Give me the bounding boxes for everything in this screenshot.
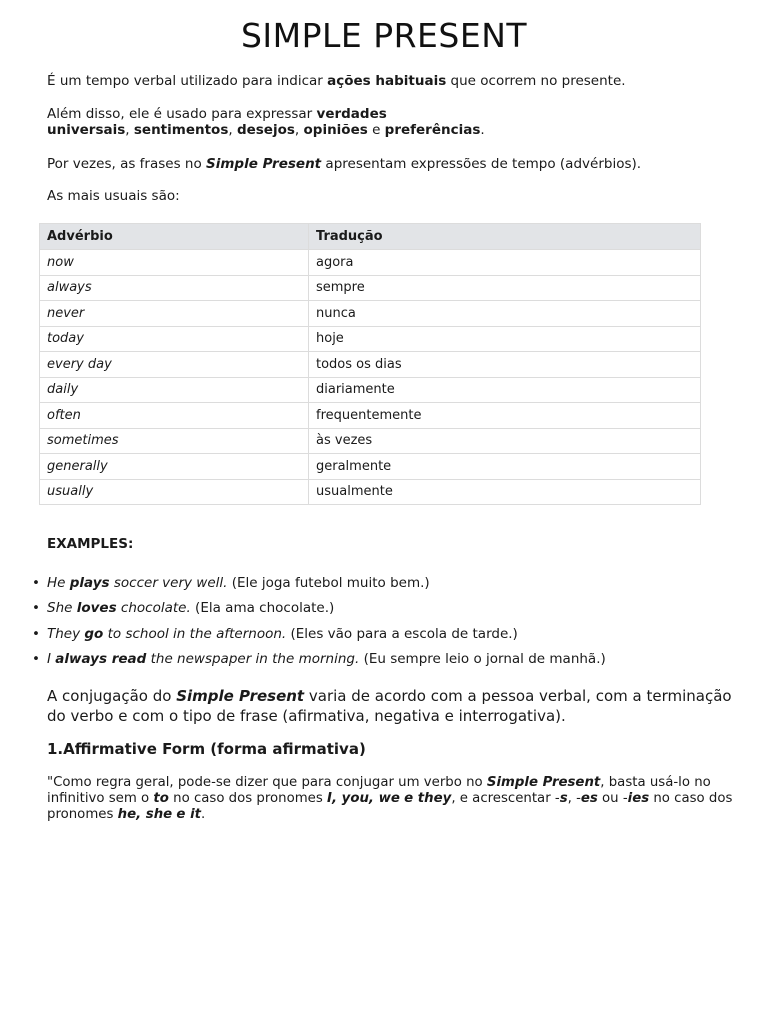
- list-item: [47, 574, 747, 599]
- table-row: [40, 377, 701, 403]
- translation-text: (Ele joga futebol muito bem.): [227, 575, 430, 591]
- translation-cell: às vezes: [309, 428, 701, 454]
- bold-italic-text: to: [153, 791, 169, 806]
- translation-cell: agora: [309, 250, 701, 276]
- adverb-cell: today: [40, 326, 309, 352]
- text: He: [47, 575, 70, 591]
- text: to school in the afternoon.: [103, 625, 287, 642]
- text: ,: [228, 122, 237, 138]
- text: apresentam expressões de tempo (advérbios).: [321, 156, 642, 172]
- adverb-cell: now: [40, 250, 309, 276]
- adverb-cell: usually: [40, 479, 309, 505]
- translation-cell: diariamente: [309, 377, 701, 403]
- bold-text: preferências: [384, 122, 481, 138]
- intro-paragraph-2: [47, 106, 737, 138]
- bold-italic-text: plays: [69, 575, 110, 591]
- text: ou -: [597, 791, 628, 806]
- text: , -: [567, 791, 581, 806]
- bold-italic-text: es: [580, 791, 598, 806]
- adverb-cell: often: [40, 403, 309, 429]
- translation-cell: nunca: [309, 301, 701, 327]
- bold-italic-text: Simple Present: [206, 156, 322, 172]
- bold-italic-text: Simple Present: [176, 687, 305, 705]
- translation-cell: hoje: [309, 326, 701, 352]
- table-row: [40, 352, 701, 378]
- translation-text: (Eles vão para a escola de tarde.): [286, 625, 518, 642]
- table-row: [40, 326, 701, 352]
- bold-italic-text: loves: [76, 600, 117, 617]
- translation-cell: geralmente: [309, 454, 701, 480]
- bold-text: sentimentos: [133, 122, 229, 138]
- text: .: [200, 807, 206, 822]
- header-translation: Tradução: [309, 224, 701, 250]
- text: varia de acordo com a pessoa verbal, com a terminação do verbo e com o tipo de frase (afirmativa, negativa e interrogativa).: [47, 687, 732, 725]
- translation-text: (Eu sempre leio o jornal de manhã.): [359, 650, 606, 667]
- text: no caso dos pronomes: [47, 791, 733, 822]
- text: Por vezes, as frases no: [47, 156, 207, 172]
- examples-list: [47, 574, 747, 675]
- translation-cell: sempre: [309, 275, 701, 301]
- translation-cell: usualmente: [309, 479, 701, 505]
- list-item: [47, 599, 747, 624]
- translation-text: (Ela ama chocolate.): [190, 600, 335, 617]
- bold-italic-text: ies: [627, 791, 650, 806]
- table-header-row: [40, 224, 701, 250]
- text: I: [47, 650, 56, 667]
- text: , basta usá-lo no infinitivo sem o: [47, 775, 711, 806]
- affirmative-paragraph: [47, 775, 737, 823]
- bold-italic-text: s: [559, 791, 568, 806]
- text: She: [47, 600, 77, 617]
- bold-text: verdades: [316, 106, 387, 122]
- text: A conjugação do: [47, 687, 177, 705]
- bold-italic-text: go: [84, 625, 104, 642]
- conjugation-paragraph: [47, 686, 737, 726]
- bold-text: ações habituais: [327, 73, 447, 89]
- adverb-cell: generally: [40, 454, 309, 480]
- bold-text: desejos: [236, 122, 295, 138]
- intro-paragraph-3: [47, 156, 737, 172]
- intro-paragraph-1: [47, 73, 737, 89]
- header-adverb: Advérbio: [40, 224, 309, 250]
- intro-paragraph-4: As mais usuais são:: [47, 188, 180, 204]
- text: É um tempo verbal utilizado para indicar: [47, 73, 328, 89]
- bold-italic-text: e it: [176, 807, 201, 822]
- translation-cell: todos os dias: [309, 352, 701, 378]
- table-row: [40, 275, 701, 301]
- table-row: [40, 428, 701, 454]
- adverb-cell: daily: [40, 377, 309, 403]
- text: They: [47, 625, 85, 642]
- list-item: [47, 650, 747, 675]
- translation-cell: frequentemente: [309, 403, 701, 429]
- adverbs-table: [39, 223, 701, 505]
- adverb-cell: sometimes: [40, 428, 309, 454]
- examples-heading: EXAMPLES:: [47, 536, 134, 552]
- bold-italic-text: e they: [404, 791, 452, 806]
- text: , e acrescentar -: [451, 791, 560, 806]
- bold-italic-text: always read: [55, 650, 147, 667]
- text: que ocorrem no presente.: [446, 73, 626, 89]
- table-row: [40, 301, 701, 327]
- bold-text: universais: [47, 122, 126, 138]
- table-row: [40, 403, 701, 429]
- text: soccer very well.: [109, 575, 228, 591]
- text: chocolate.: [116, 600, 191, 617]
- list-item: [47, 625, 747, 650]
- text: .: [480, 122, 485, 138]
- table-row: [40, 479, 701, 505]
- text: the newspaper in the morning.: [146, 650, 360, 667]
- bold-italic-text: he, she: [117, 807, 173, 822]
- bold-italic-text: I, you, we: [327, 791, 400, 806]
- page-title: SIMPLE PRESENT: [240, 16, 528, 55]
- text: ,: [125, 122, 134, 138]
- adverb-cell: never: [40, 301, 309, 327]
- text: "Como regra geral, pode-se dizer que para conjugar um verbo no: [47, 775, 487, 790]
- text: Além disso, ele é usado para expressar: [47, 106, 317, 122]
- text: e: [367, 122, 385, 138]
- bold-text: opiniões: [303, 122, 368, 138]
- text: ,: [294, 122, 304, 138]
- adverb-cell: always: [40, 275, 309, 301]
- table-row: [40, 454, 701, 480]
- adverb-cell: every day: [40, 352, 309, 378]
- text: no caso dos pronomes: [168, 791, 328, 806]
- table-row: [40, 250, 701, 276]
- bold-italic-text: Simple Present: [486, 775, 601, 790]
- affirmative-heading: 1.Affirmative Form (forma afirmativa): [47, 740, 366, 758]
